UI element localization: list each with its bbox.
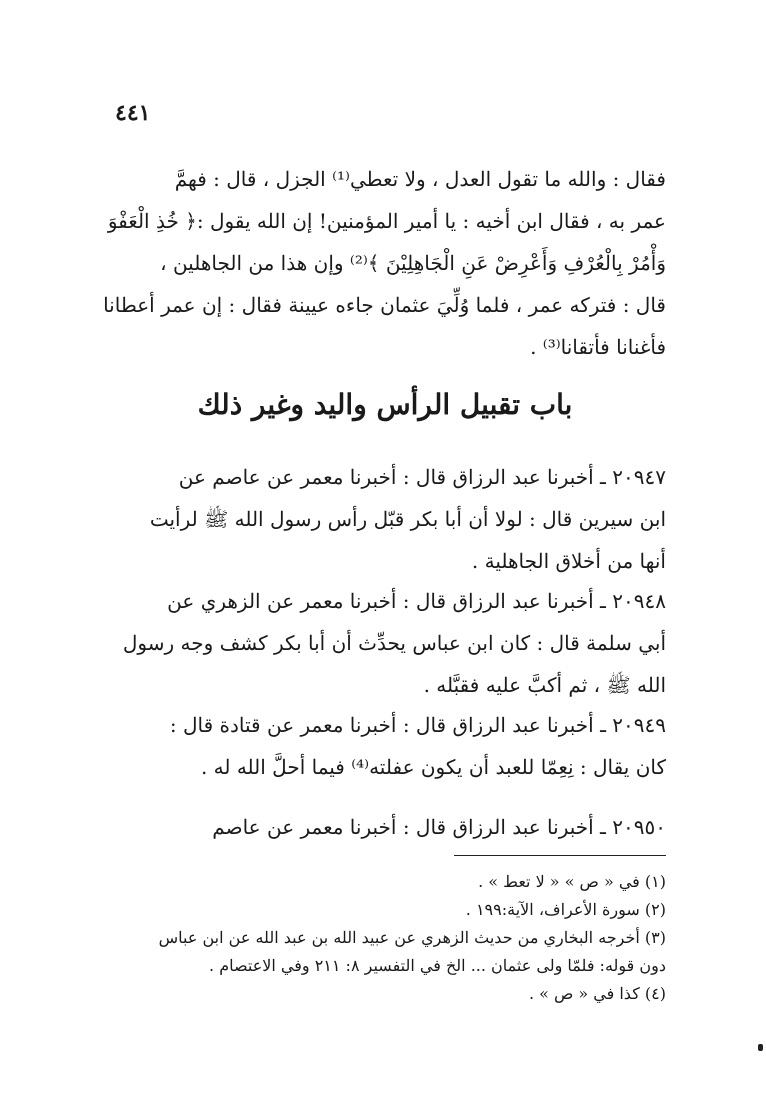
text-line: ٢٠٩٤٧ ـ أخبرنا عبد الرزاق قال : أخبرنا معمر عن عاصم عن [178,465,666,489]
text-line: ٢٠٩٤٩ ـ أخبرنا عبد الرزاق قال : أخبرنا معمر عن قتادة قال : [169,713,666,737]
text-line: أنها من أخلاق الجاهلية . [471,549,666,573]
text-line: وَأْمُرْ بِالْعُرْفِ وَأَعْرِضْ عَنِ الْجَاهِلِيْنَ ﴾⁽²⁾ وإن هذا من الجاهلين ، [160,251,666,275]
text-line: الله ﷺ ، ثم أكبَّ عليه فقبَّله . [423,673,666,697]
hadith-20947 [96,456,666,582]
text-line: أبي سلمة قال : كان ابن عباس يحدِّث أن أبا بكر كشف وجه رسول [122,631,666,655]
text-line: فقال : والله ما تقول العدل ، ولا تعطي⁽¹⁾ الجزل ، قال : فهمَّ [174,167,666,191]
text-line: كان يقال : نِعِمّا للعبد أن يكون عفلته⁽⁴⁾ فيما أحلَّ الله له . [200,755,666,779]
footnote: (١) في « ص » « لا تعط » . [478,872,666,891]
text-line: قال : فتركه عمر ، فلما وُلِّيَ عثمان جاءه عيينة فقال : إن عمر أعطانا [103,293,666,317]
chapter-heading: باب تقبيل الرأس واليد وغير ذلك [197,388,573,421]
footnote-continuation: دون قوله: فلمّا ولى عثمان ... الخ في التفسير ٨: ٢١١ وفي الاعتصام . [209,956,666,975]
hadith-20950 [96,806,666,848]
scan-speck [758,1044,763,1051]
footnote: (٤) كذا في « ص » . [528,984,666,1003]
text-line: عمر به ، فقال ابن أخيه : يا أمير المؤمنين! إن الله يقول :﴿ خُذِ الْعَفْوَ [107,209,666,233]
footnote: (٢) سورة الأعراف، الآية:١٩٩ . [465,900,666,919]
text-line: ٢٠٩٤٨ ـ أخبرنا عبد الرزاق قال : أخبرنا معمر عن الزهري عن [167,589,666,613]
intro-paragraph [96,158,666,368]
text-line: ٢٠٩٥٠ ـ أخبرنا عبد الرزاق قال : أخبرنا معمر عن عاصم [212,815,666,839]
hadith-20948 [96,580,666,706]
footnotes [96,868,666,1008]
hadith-20949 [96,704,666,788]
footnote: (٣) أخرجه البخاري من حديث الزهري عن عبيد الله بن عبد الله عن ابن عباس [158,928,666,947]
page-number: ٤٤١ [115,100,151,126]
text-line: فأغنانا فأتقانا⁽³⁾ . [530,335,666,359]
footnote-divider [454,855,666,856]
text-line: ابن سيرين قال : لولا أن أبا بكر قبّل رأس رسول الله ﷺ لرأيت [149,507,666,531]
